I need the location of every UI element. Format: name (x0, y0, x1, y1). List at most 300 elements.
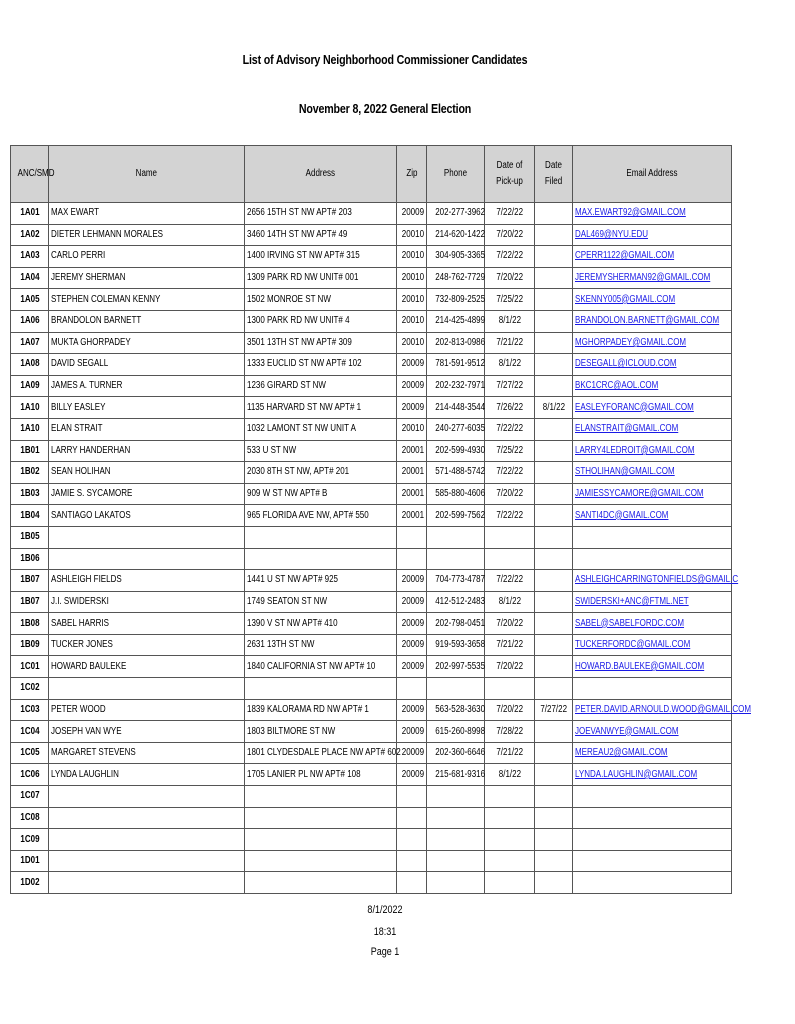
table-row (11, 505, 732, 527)
cell-pickup-date (485, 721, 535, 743)
cell-zip (397, 807, 427, 829)
cell-phone-text: 202-232-7971 (435, 380, 486, 392)
cell-address (245, 786, 397, 808)
cell-name (49, 246, 245, 268)
cell-zip-text: 20001 (401, 444, 425, 456)
table-header-row (11, 146, 732, 203)
table-row (11, 634, 732, 656)
cell-phone (427, 440, 485, 462)
cell-email (573, 656, 732, 678)
cell-email (573, 570, 739, 592)
email-link[interactable]: MAX.EWART92@GMAIL.COM (575, 207, 686, 219)
cell-email (573, 267, 732, 289)
cell-anc (11, 483, 49, 505)
cell-zip (397, 483, 427, 505)
email-link[interactable]: EASLEYFORANC@GMAIL.COM (575, 401, 694, 413)
cell-email (573, 397, 732, 419)
cell-address-text: 1840 CALIFORNIA ST NW APT# 10 (247, 660, 376, 672)
cell-zip-text: 20009 (401, 595, 425, 607)
cell-filed-date (535, 505, 573, 527)
email-link[interactable]: BKC1CRC@AOL.COM (575, 380, 659, 392)
cell-zip (397, 656, 427, 678)
cell-address (245, 289, 397, 311)
cell-zip-text: 20001 (401, 509, 425, 521)
cell-zip-text: 20010 (401, 315, 425, 327)
table-row (11, 310, 732, 332)
table-row (11, 656, 732, 678)
cell-zip (397, 418, 427, 440)
email-link[interactable]: STHOLIHAN@GMAIL.COM (575, 466, 675, 478)
cell-zip-text: 20010 (401, 250, 425, 262)
cell-pickup-date (485, 613, 535, 635)
cell-pickup-date-text: 7/20/22 (496, 617, 523, 629)
email-link[interactable]: JOEVANWYE@GMAIL.COM (575, 725, 679, 737)
cell-address-text: 1803 BILTMORE ST NW (247, 725, 336, 737)
cell-address (245, 375, 397, 397)
cell-name (49, 224, 245, 246)
cell-name (49, 375, 245, 397)
table-row (11, 332, 732, 354)
cell-pickup-date (485, 678, 535, 700)
cell-anc-text: 1A01 (19, 207, 40, 219)
cell-address (245, 678, 397, 700)
cell-address-text: 3460 14TH ST NW APT# 49 (247, 228, 348, 240)
cell-anc (11, 440, 49, 462)
cell-zip-text: 20010 (401, 293, 425, 305)
cell-phone-text: 412-512-2483 (435, 595, 486, 607)
cell-anc (11, 224, 49, 246)
cell-email (573, 203, 732, 225)
cell-pickup-date (485, 354, 535, 376)
footer-date: 8/1/2022 (367, 904, 403, 916)
cell-email (573, 764, 732, 786)
cell-zip-text: 20001 (401, 488, 425, 500)
cell-filed-date (535, 483, 573, 505)
cell-email (573, 742, 732, 764)
cell-address (245, 332, 397, 354)
cell-email (573, 483, 732, 505)
email-link[interactable]: ELANSTRAIT@GMAIL.COM (575, 423, 679, 435)
cell-anc (11, 807, 49, 829)
cell-anc-text: 1C06 (19, 768, 40, 780)
cell-zip (397, 570, 427, 592)
cell-phone-text: 202-599-4930 (435, 444, 486, 456)
cell-phone-text: 215-681-9316 (435, 768, 486, 780)
cell-phone (427, 699, 485, 721)
cell-pickup-date-text: 7/27/22 (496, 380, 523, 392)
cell-address-text: 2631 13TH ST NW (247, 639, 315, 651)
cell-email (573, 829, 732, 851)
page-title: List of Advisory Neighborhood Commissioner Candidates (242, 52, 528, 67)
cell-filed-date (535, 246, 573, 268)
cell-phone (427, 764, 485, 786)
cell-pickup-date-text: 7/22/22 (496, 207, 523, 219)
cell-anc-text: 1B04 (19, 509, 40, 521)
cell-anc (11, 548, 49, 570)
cell-name-text: JEREMY SHERMAN (51, 272, 126, 284)
cell-filed-date (535, 678, 573, 700)
cell-name-text: CARLO PERRI (51, 250, 106, 262)
cell-zip-text: 20009 (401, 725, 425, 737)
cell-address (245, 526, 397, 548)
cell-zip (397, 764, 427, 786)
cell-address (245, 418, 397, 440)
cell-phone (427, 872, 485, 894)
cell-phone (427, 807, 485, 829)
cell-address (245, 267, 397, 289)
cell-phone-text: 214-425-4899 (435, 315, 486, 327)
cell-filed-date (535, 742, 573, 764)
cell-phone (427, 246, 485, 268)
email-link[interactable]: DESEGALL@ICLOUD.COM (575, 358, 677, 370)
email-link[interactable]: MGHORPADEY@GMAIL.COM (575, 336, 687, 348)
cell-name (49, 656, 245, 678)
cell-pickup-date-text: 7/22/22 (496, 250, 523, 262)
cell-zip-text: 20009 (401, 768, 425, 780)
table-row (11, 462, 732, 484)
email-link[interactable]: SWIDERSKI+ANC@FTML.NET (575, 595, 689, 607)
cell-pickup-date (485, 462, 535, 484)
cell-anc (11, 462, 49, 484)
cell-phone-text: 585-880-4606 (435, 488, 486, 500)
cell-address-text: 1839 KALORAMA RD NW APT# 1 (247, 703, 369, 715)
cell-name-text: MUKTA GHORPADEY (51, 336, 131, 348)
cell-zip (397, 591, 427, 613)
cell-zip-text: 20009 (401, 660, 425, 672)
cell-name (49, 786, 245, 808)
cell-phone-text: 615-260-8998 (435, 725, 486, 737)
table-row (11, 742, 732, 764)
cell-name (49, 613, 245, 635)
cell-filed-date (535, 203, 573, 225)
cell-address (245, 354, 397, 376)
cell-zip (397, 850, 427, 872)
cell-pickup-date-text: 7/21/22 (496, 639, 523, 651)
email-link[interactable]: MEREAU2@GMAIL.COM (575, 747, 668, 759)
cell-name-text: J.I. SWIDERSKI (51, 595, 109, 607)
cell-filed-date (535, 591, 573, 613)
cell-address (245, 246, 397, 268)
email-link[interactable]: CPERR1122@GMAIL.COM (575, 250, 675, 262)
cell-address-text: 1333 EUCLID ST NW APT# 102 (247, 358, 362, 370)
cell-email (573, 678, 732, 700)
cell-pickup-date (485, 872, 535, 894)
cell-address-text: 909 W ST NW APT# B (247, 488, 328, 500)
cell-name (49, 548, 245, 570)
table-row (11, 526, 732, 548)
cell-pickup-date (485, 332, 535, 354)
cell-zip (397, 721, 427, 743)
cell-anc (11, 721, 49, 743)
cell-pickup-date-text: 8/1/22 (498, 315, 521, 327)
col-header-filed: Date Filed (535, 146, 573, 203)
cell-address (245, 850, 397, 872)
cell-name (49, 418, 245, 440)
cell-phone (427, 375, 485, 397)
cell-anc-text: 1B05 (19, 531, 40, 543)
cell-address-text: 3501 13TH ST NW APT# 309 (247, 336, 352, 348)
email-link[interactable]: SABEL@SABELFORDC.COM (575, 617, 685, 629)
email-link[interactable]: ASHLEIGHCARRINGTONFIELDS@GMAIL.C (575, 574, 739, 586)
cell-pickup-date-text: 8/1/22 (498, 768, 521, 780)
cell-anc-text: 1A03 (19, 250, 40, 262)
cell-anc (11, 742, 49, 764)
cell-zip (397, 203, 427, 225)
cell-anc (11, 354, 49, 376)
cell-anc (11, 699, 49, 721)
cell-anc (11, 267, 49, 289)
cell-zip-text: 20001 (401, 466, 425, 478)
cell-anc-text: 1A09 (19, 380, 40, 392)
cell-zip (397, 267, 427, 289)
table-row (11, 289, 732, 311)
cell-zip (397, 224, 427, 246)
cell-address-text: 533 U ST NW (247, 444, 297, 456)
cell-name-text: SABEL HARRIS (51, 617, 109, 629)
cell-address (245, 397, 397, 419)
cell-anc (11, 505, 49, 527)
cell-anc-text: 1D02 (19, 876, 40, 888)
cell-name (49, 332, 245, 354)
table-row (11, 354, 732, 376)
email-link[interactable]: BRANDOLON.BARNETT@GMAIL.COM (575, 315, 720, 327)
cell-anc-text: 1C02 (19, 682, 40, 694)
cell-zip-text: 20009 (401, 617, 425, 629)
cell-email (573, 548, 732, 570)
col-header-phone: Phone (427, 146, 485, 203)
cell-phone-text: 214-620-1422 (435, 228, 486, 240)
email-link[interactable]: LYNDA.LAUGHLIN@GMAIL.COM (575, 768, 698, 780)
cell-name (49, 267, 245, 289)
cell-pickup-date-text: 7/22/22 (496, 423, 523, 435)
cell-name (49, 678, 245, 700)
cell-phone (427, 483, 485, 505)
cell-filed-date-text: 8/1/22 (542, 401, 565, 413)
cell-zip-text: 20010 (401, 228, 425, 240)
table-row (11, 246, 732, 268)
cell-pickup-date (485, 634, 535, 656)
cell-name (49, 289, 245, 311)
cell-zip (397, 462, 427, 484)
cell-phone (427, 613, 485, 635)
cell-pickup-date-text: 7/22/22 (496, 509, 523, 521)
cell-phone-text: 202-599-7562 (435, 509, 486, 521)
cell-pickup-date-text: 7/25/22 (496, 444, 523, 456)
cell-zip-text: 20010 (401, 272, 425, 284)
cell-email (573, 613, 732, 635)
cell-zip (397, 289, 427, 311)
cell-email (573, 310, 732, 332)
cell-address (245, 613, 397, 635)
cell-anc (11, 850, 49, 872)
cell-anc (11, 397, 49, 419)
cell-address-text: 1309 PARK RD NW UNIT# 001 (247, 272, 359, 284)
cell-phone-text: 248-762-7729 (435, 272, 486, 284)
cell-anc-text: 1A02 (19, 228, 40, 240)
table-row (11, 721, 732, 743)
cell-anc (11, 829, 49, 851)
cell-address-text: 1300 PARK RD NW UNIT# 4 (247, 315, 350, 327)
email-link[interactable]: DAL469@NYU.EDU (575, 228, 649, 240)
cell-pickup-date-text: 7/22/22 (496, 574, 523, 586)
cell-name (49, 699, 245, 721)
cell-zip-text: 20009 (401, 747, 425, 759)
cell-anc-text: 1A10 (19, 423, 40, 435)
email-link[interactable]: JEREMYSHERMAN92@GMAIL.COM (575, 272, 711, 284)
cell-filed-date (535, 786, 573, 808)
cell-pickup-date (485, 397, 535, 419)
cell-phone (427, 591, 485, 613)
cell-anc (11, 613, 49, 635)
email-link[interactable]: HOWARD.BAULEKE@GMAIL.COM (575, 660, 705, 672)
cell-name (49, 483, 245, 505)
cell-phone (427, 850, 485, 872)
table-row (11, 397, 732, 419)
cell-filed-date (535, 872, 573, 894)
cell-email (573, 786, 732, 808)
email-link[interactable]: PETER.DAVID.ARNOULD.WOOD@GMAIL.COM (575, 703, 751, 715)
cell-phone (427, 786, 485, 808)
cell-filed-date (535, 570, 573, 592)
cell-zip (397, 742, 427, 764)
cell-email (573, 440, 732, 462)
cell-filed-date (535, 764, 573, 786)
cell-email (573, 591, 732, 613)
cell-phone (427, 310, 485, 332)
cell-anc-text: 1A05 (19, 293, 40, 305)
cell-phone-text: 202-798-0451 (435, 617, 486, 629)
cell-name (49, 505, 245, 527)
cell-filed-date (535, 656, 573, 678)
cell-name-text: LARRY HANDERHAN (51, 444, 131, 456)
cell-name (49, 872, 245, 894)
cell-address (245, 591, 397, 613)
cell-anc (11, 526, 49, 548)
cell-phone (427, 289, 485, 311)
cell-phone (427, 634, 485, 656)
col-header-address: Address (245, 146, 397, 203)
cell-anc (11, 591, 49, 613)
col-header-name: Name (49, 146, 245, 203)
cell-email (573, 418, 732, 440)
table-row (11, 829, 732, 851)
cell-name-text: JAMES A. TURNER (51, 380, 123, 392)
cell-phone (427, 829, 485, 851)
cell-pickup-date-text: 7/21/22 (496, 747, 523, 759)
cell-anc (11, 310, 49, 332)
cell-zip (397, 786, 427, 808)
email-link[interactable]: SANTI4DC@GMAIL.COM (575, 509, 669, 521)
cell-address-text: 1801 CLYDESDALE PLACE NW APT# 602 (247, 747, 401, 759)
email-link[interactable]: LARRY4LEDROIT@GMAIL.COM (575, 444, 695, 456)
cell-name-text: DAVID SEGALL (51, 358, 109, 370)
cell-name-text: ELAN STRAIT (51, 423, 103, 435)
cell-pickup-date (485, 505, 535, 527)
col-header-anc: ANC/SMD (11, 146, 49, 203)
cell-filed-date (535, 613, 573, 635)
cell-name (49, 354, 245, 376)
table-row (11, 591, 732, 613)
cell-anc-text: 1B02 (19, 466, 40, 478)
cell-address (245, 699, 397, 721)
cell-zip-text: 20009 (401, 703, 425, 715)
cell-name-text: PETER WOOD (51, 703, 106, 715)
cell-name-text: SEAN HOLIHAN (51, 466, 111, 478)
email-link[interactable]: JAMIESSYCAMORE@GMAIL.COM (575, 488, 704, 500)
cell-name (49, 462, 245, 484)
cell-name-text: JOSEPH VAN WYE (51, 725, 122, 737)
cell-address-text: 1390 V ST NW APT# 410 (247, 617, 338, 629)
cell-anc-text: 1B07 (19, 595, 40, 607)
cell-email (573, 375, 732, 397)
email-link[interactable]: SKENNY005@GMAIL.COM (575, 293, 676, 305)
cell-zip (397, 332, 427, 354)
table-row (11, 764, 732, 786)
col-header-pickup: Date of Pick-up (485, 146, 535, 203)
cell-phone-text: 240-277-6035 (435, 423, 486, 435)
cell-name (49, 742, 245, 764)
cell-filed-date (535, 418, 573, 440)
cell-address (245, 742, 401, 764)
cell-zip (397, 526, 427, 548)
cell-phone (427, 656, 485, 678)
cell-filed-date (535, 634, 573, 656)
cell-pickup-date (485, 526, 535, 548)
cell-phone (427, 397, 485, 419)
cell-phone-text: 563-528-3630 (435, 703, 486, 715)
cell-address (245, 764, 397, 786)
cell-anc-text: 1D01 (19, 855, 40, 867)
cell-pickup-date (485, 764, 535, 786)
cell-pickup-date (485, 483, 535, 505)
cell-email (573, 721, 732, 743)
cell-anc (11, 375, 49, 397)
cell-anc (11, 418, 49, 440)
cell-filed-date (535, 807, 573, 829)
cell-anc-text: 1B09 (19, 639, 40, 651)
cell-email (573, 634, 732, 656)
cell-pickup-date (485, 548, 535, 570)
cell-phone-text: 781-591-9512 (435, 358, 486, 370)
cell-zip (397, 678, 427, 700)
table-row (11, 872, 732, 894)
cell-pickup-date (485, 310, 535, 332)
cell-name (49, 397, 245, 419)
cell-address (245, 548, 397, 570)
cell-name (49, 829, 245, 851)
cell-anc (11, 634, 49, 656)
email-link[interactable]: TUCKERFORDC@GMAIL.COM (575, 639, 691, 651)
cell-address-text: 965 FLORIDA AVE NW, APT# 550 (247, 509, 369, 521)
cell-phone-text: 704-773-4787 (435, 574, 486, 586)
cell-filed-date (535, 721, 573, 743)
cell-pickup-date (485, 699, 535, 721)
cell-address (245, 829, 397, 851)
table-row (11, 440, 732, 462)
cell-phone (427, 354, 485, 376)
cell-address-text: 1032 LAMONT ST NW UNIT A (247, 423, 356, 435)
cell-filed-date (535, 354, 573, 376)
cell-zip-text: 20010 (401, 423, 425, 435)
cell-address (245, 634, 397, 656)
cell-name-text: BRANDOLON BARNETT (51, 315, 142, 327)
cell-pickup-date (485, 375, 535, 397)
cell-address (245, 310, 397, 332)
cell-pickup-date-text: 7/20/22 (496, 660, 523, 672)
cell-zip (397, 872, 427, 894)
cell-name (49, 721, 245, 743)
cell-zip (397, 505, 427, 527)
